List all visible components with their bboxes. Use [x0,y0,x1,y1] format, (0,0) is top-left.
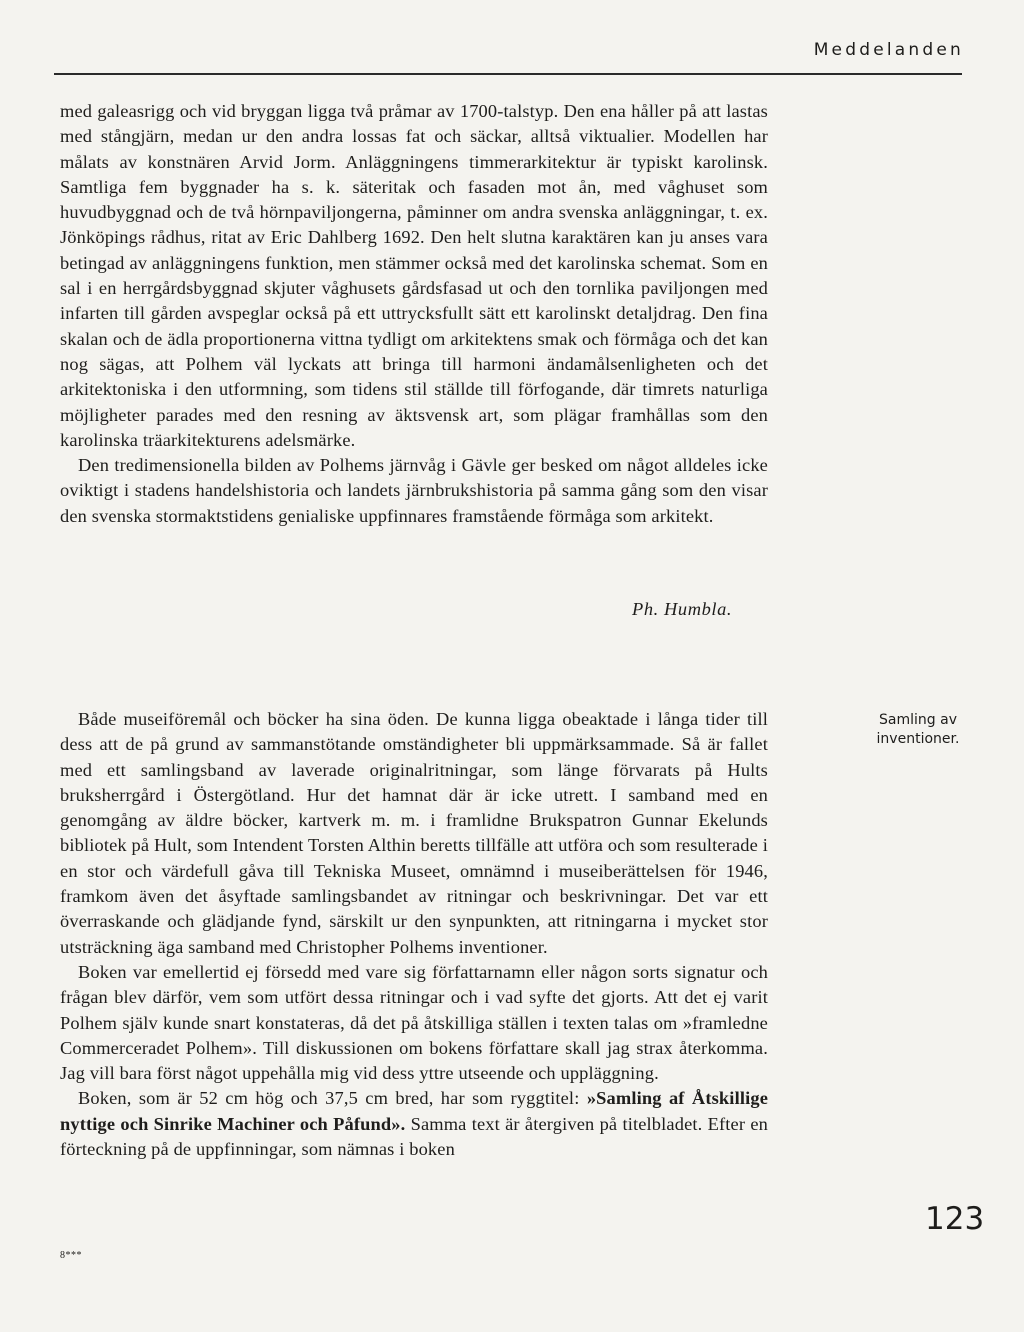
printer-signature-mark: 8*** [60,1250,82,1261]
article-samling-av-inventioner [60,707,768,1162]
paragraph [60,1086,768,1162]
margin-note: Samling av inventioner. [876,712,960,747]
paragraph: Både museiföremål och böcker ha sina öden. De kunna ligga obeaktade i långa tider till dess att de på grund av sammanstötande omständigheter bli uppmärksammade. Så är fallet med ett samlingsband av laverade originalritningar, som länge förvarats på Hults bruksherrgård i Östergötland. Hur det hamnat där är icke utrett. I samband med en genomgång av äldre böcker, kartverk m. m. i framlidne Brukspatron Gunnar Ekelunds bibliotek på Hult, som Intendent Torsten Althin beretts tillfälle att utföra och som resulterade i en stor och värdefull gåva till Tekniska Museet, omnämnd i museiberättelsen för 1946, framkom även det åsyftade samlingsbandet av ritningar och beskrivningar. Det var ett överraskande och glädjande fynd, särskilt ur den synpunkten, att ritningarna i mycket stor utsträckning äga samband med Christopher Polhems inventioner. [60,709,768,957]
book-spine-title: »Samling af Åtskillige nyttige och Sinrike Machiner och Påfund». [60,1088,769,1134]
article-polhem-vag [60,99,768,529]
page-number: 123 [925,1201,985,1237]
paragraph: med galeasrigg och vid bryggan ligga två pråmar av 1700-talstyp. Den ena håller på att lastas med stångjärn, medan ur den andra lossas fat och säckar, alltså viktualier. Modellen har målats av konstnären Arvid Jorm. Anläggningens timmerarkitektur är typiskt karolinsk. Samtliga fem byggnader ha s. k. säteritak och fasaden mot ån, med våghuset som huvudbyggnad och de två hörnpaviljongerna, påminner om andra svenska anläggningar, t. ex. Jönköpings rådhus, ritat av Eric Dahlberg 1692. Den helt slutna karaktären kan ju anses vara betingad av anläggningens funktion, men stämmer också med det karolinska schemat. Som en sal i en herrgårdsbyggnad skjuter våghusets gårdsfasad ut och den tornlika paviljongen med infarten till gården avspeglar också på ett uttrycksfullt sätt ett karolinskt detaljdrag. Den fina skalan och de ädla proportionerna vittna tydligt om arkitektens smak och förmåga och det kan nog sägas, att Polhem väl lyckats att bringa till harmoni ändamålsenligheten och det arkitektoniska i den utformning, som tidens stil ställde till förfogande, där timrets naturliga möjligheter parades med den resning av äktsvensk art, som plägar framhållas som den karolinska träarkitekturens adelsmärke. [60,101,768,450]
paragraph-text: Samma text är återgiven på titelbladet. Efter en förteckning på de uppfinningar, som nämnas i boken [60,1113,768,1160]
paragraph: Den tredimensionella bilden av Polhems järnvåg i Gävle ger besked om något alldeles icke oviktigt i stadens handelshistoria och landets järnbrukshistoria på samma gång som den visar den svenska stormaktstidens genialiske uppfinnares framstående förmåga som arkitekt. [60,455,768,526]
header-rule [54,73,962,75]
paragraph-text: Boken, som är 52 cm hög och 37,5 cm bred, har som ryggtitel: [78,1088,587,1109]
paragraph: Boken var emellertid ej försedd med vare sig författarnamn eller någon sorts signatur och frågan blev därför, vem som utfört dessa ritningar och i vad syfte det gjorts. Att det ej varit Polhem själv kunde snart konstateras, då det på åtskilliga ställen i texten talas om »framledne Commerceradet Polhem». Till diskussionen om bokens författare skall jag strax återkomma. Jag vill bara först något uppehålla mig vid dess yttre utseende och uppläggning. [60,961,768,1084]
running-head: Meddelanden [813,40,964,60]
author-signature: Ph. Humbla. [632,599,733,619]
